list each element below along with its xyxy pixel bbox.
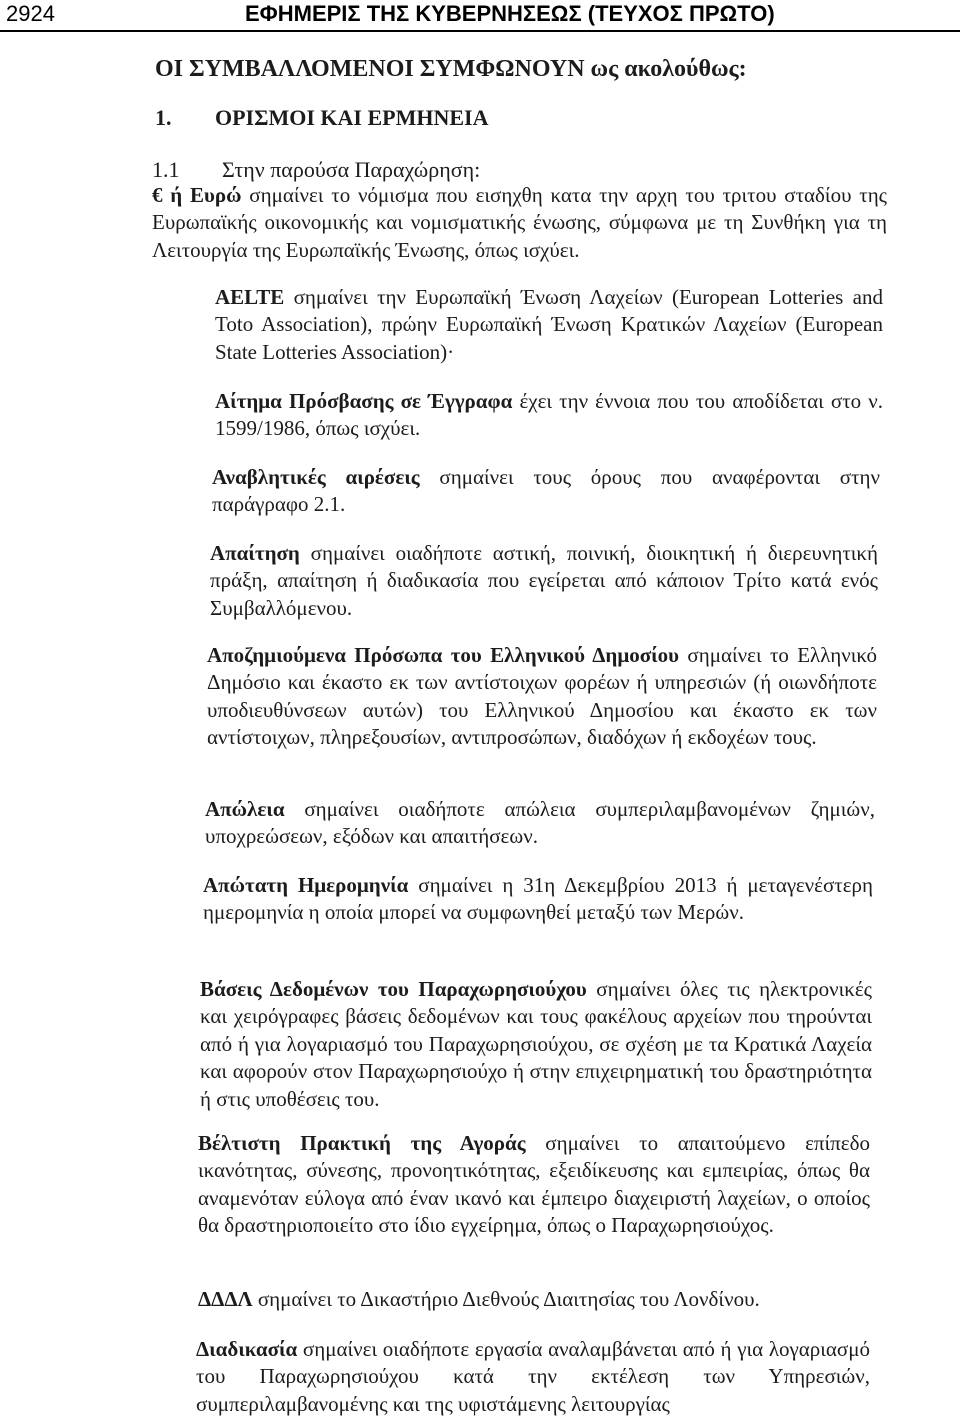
definition-text: σημαίνει το απαιτούμενο επίπεδο ικανότητας, σύνεσης, προνοητικότητας, εξειδίκευσης και εμπειρίας, όπως θα αναμενόταν εύλογα από έναν ικανό και έμπειρο διαχειριστή λαχείων, ο οποίος θα δραστηριοποιείτο στο ίδιο εγχείρημα, όπως ο Παραχωρησιούχος. xyxy=(198,1131,871,1238)
definition-text: σημαίνει οιαδήποτε απώλεια συμπεριλαμβανομένων ζημιών, υποχρεώσεων, εξόδων και απαιτήσεων. xyxy=(205,797,875,849)
definition-term: Απαίτηση xyxy=(210,541,300,565)
definition-text: έχει την έννοια που του αποδίδεται στο ν. 1599/1986, όπως ισχύει. xyxy=(215,389,883,441)
definition-term: Απώλεια xyxy=(205,797,285,821)
definition-loss xyxy=(205,796,875,851)
definition-text: σημαίνει όλες τις ηλεκτρονικές και χειρόγραφες βάσεις δεδομένων και τους φακέλους αρχείων που τηρούνται από ή για λογαριασμό του Παραχωρησιούχου, σε σχέση με τα Κρατικά Λαχεία και αφορούν στον Παραχωρησιούχο ή στην επιχειρηματική του δραστηριότητα ή στις υποθέσεις του. xyxy=(200,977,872,1111)
definition-term: Βάσεις Δεδομένων του Παραχωρησιούχου xyxy=(200,977,587,1001)
definition-indemnified-persons xyxy=(207,642,877,752)
page-number: 2924 xyxy=(6,1,55,26)
definition-term: € ή Ευρώ xyxy=(152,183,242,207)
section-number: 1. xyxy=(155,105,172,130)
definition-term: Διαδικασία xyxy=(196,1337,298,1361)
definition-text: σημαίνει το Δικαστήριο Διεθνούς Διαιτησίας του Λονδίνου. xyxy=(252,1287,760,1311)
definition-text: σημαίνει η 31η Δεκεμβρίου 2013 ή μεταγενέστερη ημερομηνία η οποία μπορεί να συμφωνηθεί μεταξύ των Μερών. xyxy=(203,873,873,925)
gazette-title: ΕΦΗΜΕΡΙΣ ΤΗΣ ΚΥΒΕΡΝΗΣΕΩΣ (ΤΕΥΧΟΣ ΠΡΩΤΟ) xyxy=(245,1,775,26)
subsection-title: Στην παρούσα Παραχώρηση: xyxy=(222,157,481,182)
subsection-heading xyxy=(152,156,480,183)
definition-term: Απώτατη Ημερομηνία xyxy=(203,873,409,897)
definition-text: σημαίνει τους όρους που αναφέρονται στην παράγραφο 2.1. xyxy=(212,465,881,517)
intro-heading: ΟΙ ΣΥΜΒΑΛΛΟΜΕΝΟΙ ΣΥΜΦΩΝΟΥΝ ως ακολούθως: xyxy=(155,56,747,82)
scanned-document xyxy=(0,34,960,1415)
definition-suspensive-conditions xyxy=(212,464,880,519)
definition-databases xyxy=(200,976,872,1113)
definition-claim xyxy=(210,540,878,622)
definition-text: σημαίνει την Ευρωπαϊκή Ένωση Λαχείων (European Lotteries and Toto Association), πρώην Ευρωπαϊκή Ένωση Κρατικών Λαχείων (European State Lotteries Association)· xyxy=(215,285,883,364)
subsection-number: 1.1 xyxy=(152,157,180,182)
definition-best-market-practice xyxy=(198,1130,870,1240)
definition-longstop-date xyxy=(203,872,873,927)
section-title: ΟΡΙΣΜΟΙ ΚΑΙ ΕΡΜΗΝΕΙΑ xyxy=(215,105,489,130)
definition-process xyxy=(196,1336,870,1418)
definition-term: Αναβλητικές αιρέσεις xyxy=(212,465,420,489)
definition-term: Αίτημα Πρόσβασης σε Έγγραφα xyxy=(215,389,513,413)
definition-text: σημαίνει το Ελληνικό Δημόσιο και έκαστο εκ των αντίστοιχων φορέων ή υπηρεσιών (ή οιωνδήποτε υποδιευθύνσεων αυτών) του Ελληνικού Δημοσίου και έκαστο εκ των αντίστοιχων, πληρεξουσίων, αντιπροσώπων, διαδόχων ή εκδοχέων τους. xyxy=(207,643,877,750)
definition-text: σημαίνει το νόμισμα που εισηχθη κατα την αρχη του τριτου σταδίου της Ευρωπαϊκής οικονομικής και νομισματικής ένωσης, σύμφωνα με τη Συνθήκη για τη Λειτουργία της Ευρωπαϊκής Ένωσης, όπως ισχύει. xyxy=(152,183,887,262)
definition-term: ΔΔΔΛ xyxy=(198,1287,253,1311)
definition-lcia xyxy=(198,1286,870,1313)
definition-euro xyxy=(152,182,887,264)
definition-term: Βέλτιστη Πρακτική της Αγοράς xyxy=(198,1131,526,1155)
definition-text: σημαίνει οιαδήποτε εργασία αναλαμβάνεται από ή για λογαριασμό του Παραχωρησιούχου κατά την εκτέλεση των Υπηρεσιών, συμπεριλαμβανομένης και της υφιστάμενης λειτουργίας xyxy=(196,1337,870,1416)
definition-text: σημαίνει οιαδήποτε αστική, ποινική, διοικητική ή διερευνητική πράξη, απαίτηση ή διαδικασία που εγείρεται από κάποιον Τρίτο κατά ενός Συμβαλλόμενου. xyxy=(210,541,878,620)
section-heading xyxy=(155,104,489,131)
page-header xyxy=(0,0,960,32)
definition-access-request xyxy=(215,388,883,443)
definition-term: Αποζημιούμενα Πρόσωπα του Ελληνικού Δημοσίου xyxy=(207,643,680,667)
definition-term: AELTE xyxy=(215,285,285,309)
definition-aelte xyxy=(215,284,883,366)
